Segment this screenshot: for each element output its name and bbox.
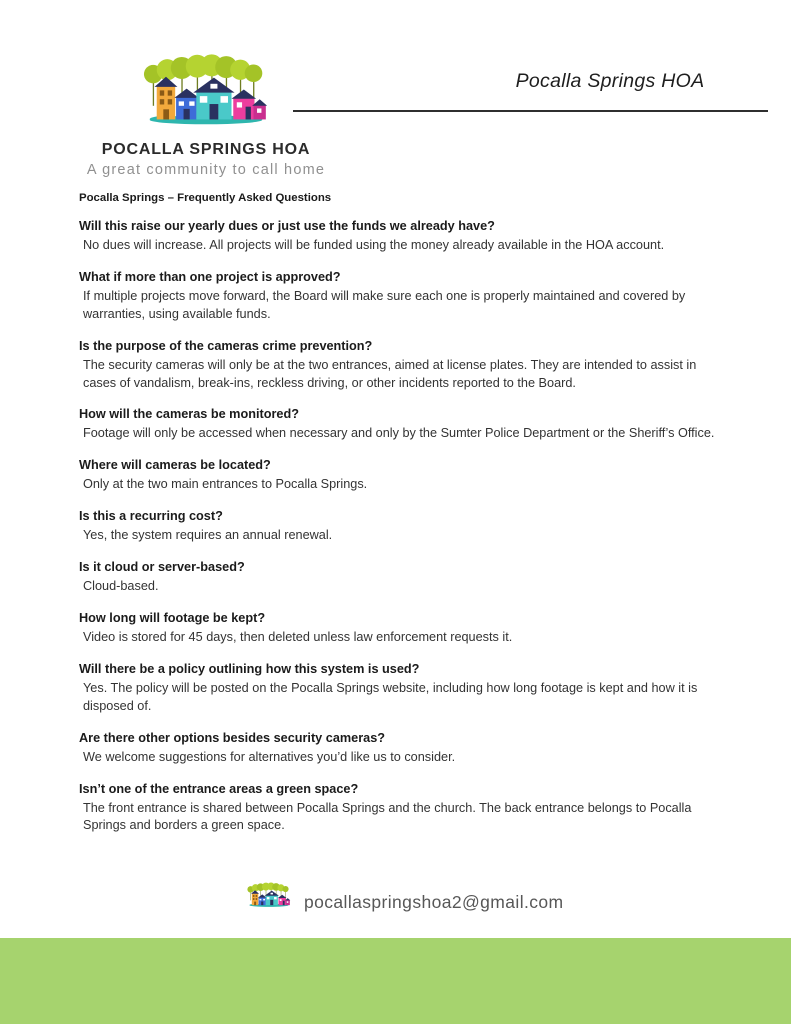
- faq-question: Will there be a policy outlining how this system is used?: [79, 661, 420, 676]
- faq-item: [79, 338, 715, 393]
- faq-item: [79, 508, 715, 545]
- hoa-houses-trees-logo-small-icon: [246, 882, 292, 922]
- faq-question: Isn’t one of the entrance areas a green space?: [79, 781, 359, 796]
- faq-question: Are there other options besides security cameras?: [79, 730, 386, 745]
- faq-answer: Yes. The policy will be posted on the Pocalla Springs website, including how long footage is kept and how it is disposed of.: [83, 681, 698, 713]
- faq-answer: Yes, the system requires an annual renewal.: [83, 528, 333, 543]
- faq-question: Is it cloud or server-based?: [79, 560, 245, 575]
- faq-question: How will the cameras be monitored?: [79, 407, 299, 422]
- faq-item: [79, 610, 715, 647]
- faq-item: [79, 218, 715, 255]
- brand-title: POCALLA SPRINGS HOA: [101, 141, 311, 158]
- header-divider: [293, 110, 768, 112]
- faq-answer: Only at the two main entrances to Pocalla Springs.: [83, 477, 368, 492]
- faq-item: [79, 406, 715, 443]
- footer-contact: [246, 882, 564, 922]
- faq-answer: We welcome suggestions for alternatives you’d like us to consider.: [83, 749, 456, 764]
- faq-answer: Footage will only be accessed when necessary and only by the Sumter Police Department or the Sheriff’s Office.: [83, 426, 715, 441]
- faq-question: Where will cameras be located?: [79, 458, 271, 473]
- brand-tagline: A great community to call home: [86, 162, 326, 178]
- faq-answer: The security cameras will only be at the two entrances, aimed at license plates. They are intended to assist in cases of vandalism, break-ins, reckless driving, or other incidents reported to the Board.: [83, 357, 697, 390]
- header-title: Pocalla Springs HOA: [515, 70, 705, 92]
- faq-question: Is the purpose of the cameras crime prevention?: [79, 338, 373, 353]
- faq-answer: The front entrance is shared between Pocalla Springs and the church. The back entrance belongs to Pocalla Springs and borders a green space.: [83, 800, 692, 833]
- footer-email: pocallaspringshoa2@gmail.com: [304, 891, 564, 912]
- faq-answer: Cloud-based.: [83, 579, 159, 594]
- hoa-houses-trees-logo-icon: [140, 53, 272, 137]
- faq-item: [79, 781, 715, 836]
- faq-answer: No dues will increase. All projects will be funded using the money already available in the HOA account.: [83, 238, 665, 253]
- faq-question: Will this raise our yearly dues or just use the funds we already have?: [79, 219, 495, 233]
- faq-question: What if more than one project is approved?: [79, 269, 341, 284]
- faq-item: [79, 661, 715, 716]
- faq-answer: If multiple projects move forward, the Board will make sure each one is properly maintained and covered by warranties, using available funds.: [83, 289, 686, 321]
- faq-answer: Video is stored for 45 days, then deleted unless law enforcement requests it.: [83, 630, 513, 645]
- faq-item: [79, 559, 715, 596]
- footer-green-bar: [0, 938, 791, 1024]
- faq-item: [79, 269, 715, 324]
- faq-item: [79, 730, 715, 767]
- faq-question: How long will footage be kept?: [79, 611, 266, 626]
- document-title: Pocalla Springs – Frequently Asked Questions: [79, 192, 332, 204]
- faq-content: [79, 192, 715, 835]
- faq-list: [79, 218, 715, 835]
- faq-question: Is this a recurring cost?: [79, 509, 223, 524]
- faq-item: [79, 457, 715, 494]
